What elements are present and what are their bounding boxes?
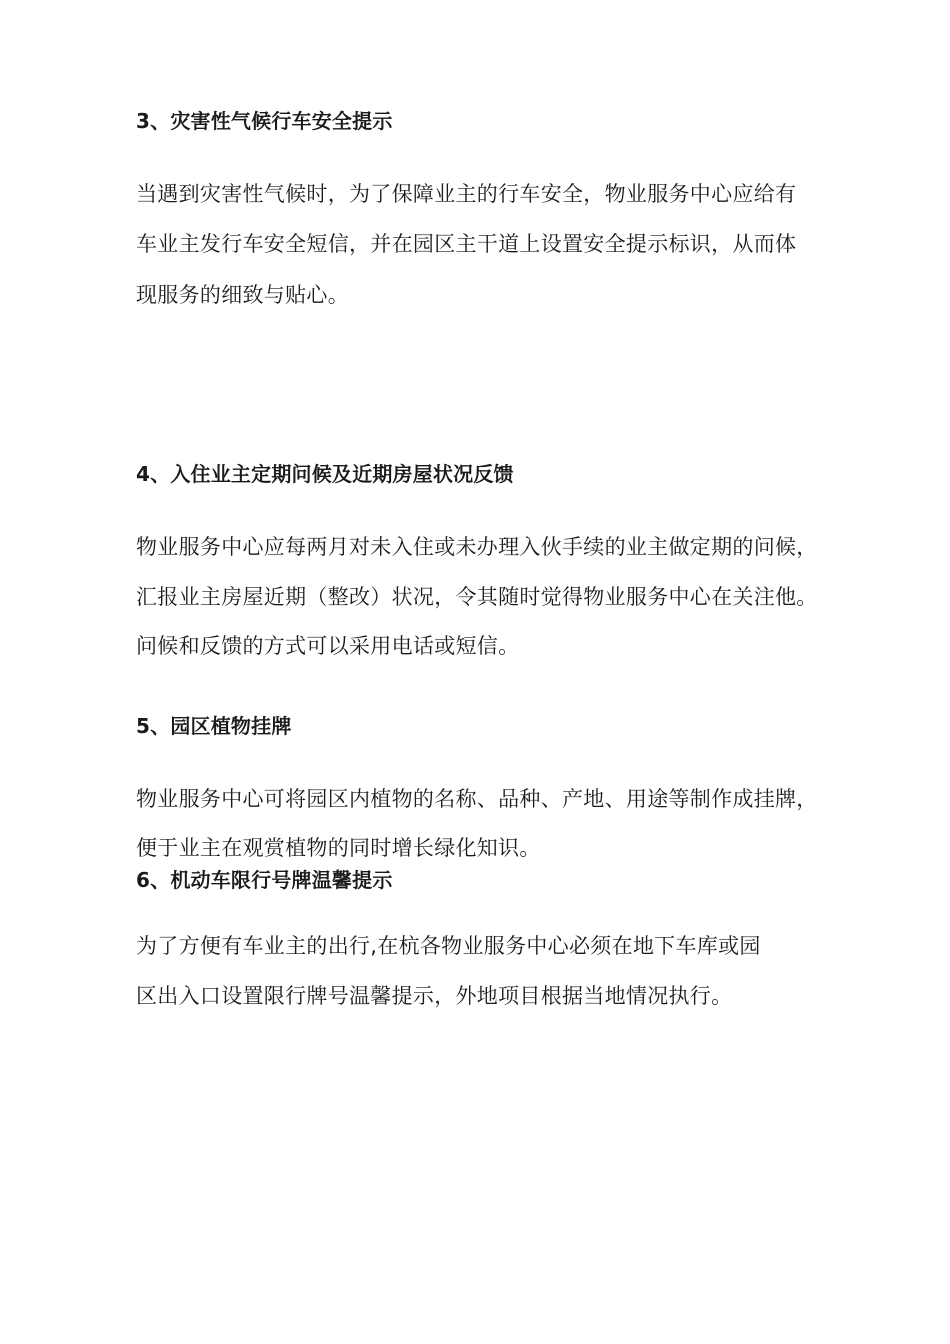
section-4-paragraph-line-2: 汇报业主房屋近期（整改）状况，令其随时觉得物业服务中心在关注他。	[136, 585, 818, 609]
section-4-heading: 4、入住业主定期问候及近期房屋状况反馈	[136, 462, 514, 486]
section-4-paragraph-line-3: 问候和反馈的方式可以采用电话或短信。	[136, 634, 520, 658]
section-5-paragraph-line-1: 物业服务中心可将园区内植物的名称、品种、产地、用途等制作成挂牌，	[136, 787, 818, 811]
section-3-paragraph-line-2: 车业主发行车安全短信，并在园区主干道上设置安全提示标识，从而体	[136, 232, 797, 256]
section-5-heading: 5、园区植物挂牌	[136, 714, 292, 738]
section-6-paragraph-line-2: 区出入口设置限行牌号温馨提示，外地项目根据当地情况执行。	[136, 984, 733, 1008]
section-6-paragraph-line-1: 为了方便有车业主的出行,在杭各物业服务中心必须在地下车库或园	[136, 934, 761, 958]
section-3-paragraph-line-3: 现服务的细致与贴心。	[136, 283, 349, 307]
section-5-paragraph-line-2: 便于业主在观赏植物的同时增长绿化知识。	[136, 836, 541, 860]
section-6-heading: 6、机动车限行号牌温馨提示	[136, 868, 393, 892]
section-3-paragraph-line-1: 当遇到灾害性气候时，为了保障业主的行车安全，物业服务中心应给有	[136, 182, 797, 206]
section-4-paragraph-line-1: 物业服务中心应每两月对未入住或未办理入伙手续的业主做定期的问候，	[136, 535, 818, 559]
section-3-heading: 3、灾害性气候行车安全提示	[136, 109, 393, 133]
